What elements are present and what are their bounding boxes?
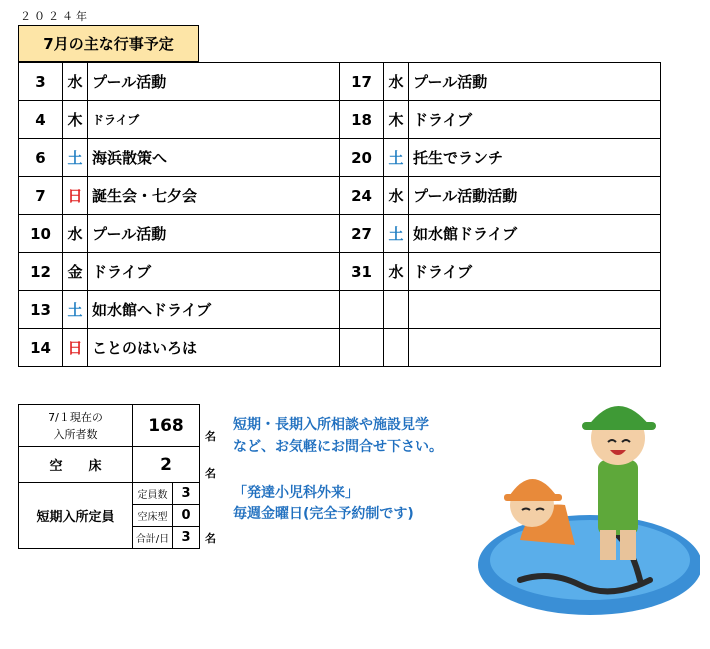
day-cell: 31	[340, 253, 384, 291]
day-cell: 14	[19, 329, 63, 367]
event-cell: プール活動活動	[409, 177, 661, 215]
event-cell: 誕生会・七夕会	[88, 177, 340, 215]
weekday-cell: 日	[63, 329, 88, 367]
event-cell: 托生でランチ	[409, 139, 661, 177]
standing-child-leg	[620, 530, 636, 560]
schedule-row	[19, 291, 661, 329]
current-residents-label: 7/１現在の 入所者数	[19, 405, 133, 447]
short-row-label: 定員数	[133, 483, 173, 505]
weekday-cell: 水	[384, 253, 409, 291]
weekday-cell: 水	[63, 63, 88, 101]
weekday-cell	[384, 291, 409, 329]
unit-label: 名	[205, 430, 216, 443]
event-cell: ドライブ	[88, 101, 340, 139]
current-residents-value: 168	[133, 405, 200, 447]
day-cell: 24	[340, 177, 384, 215]
day-cell: 17	[340, 63, 384, 101]
day-cell: 7	[19, 177, 63, 215]
unit-label: 名	[205, 532, 216, 545]
event-cell: ことのはいろは	[88, 329, 340, 367]
capacity-table	[18, 404, 200, 549]
event-cell: ドライブ	[409, 101, 661, 139]
event-cell: 如水館ドライブ	[409, 215, 661, 253]
standing-child-body	[598, 460, 638, 535]
short-row-value: 0	[173, 505, 200, 527]
weekday-cell: 水	[63, 215, 88, 253]
short-row-label: 空床型	[133, 505, 173, 527]
event-cell: ドライブ	[409, 253, 661, 291]
short-row-value: 3	[173, 527, 200, 549]
event-cell: 如水館へドライブ	[88, 291, 340, 329]
unit-label: 名	[205, 467, 216, 480]
notice-line: など、お気軽にお問合せ下さい。	[233, 439, 443, 455]
weekday-cell: 木	[63, 101, 88, 139]
schedule-row	[19, 101, 661, 139]
event-cell: 海浜散策へ	[88, 139, 340, 177]
short-term-label: 短期入所定員	[19, 483, 133, 549]
weekday-cell: 土	[384, 139, 409, 177]
event-cell	[409, 291, 661, 329]
day-cell: 6	[19, 139, 63, 177]
day-cell: 18	[340, 101, 384, 139]
schedule-table	[18, 62, 661, 367]
day-cell: 13	[19, 291, 63, 329]
weekday-cell	[384, 329, 409, 367]
schedule-row	[19, 177, 661, 215]
schedule-row	[19, 139, 661, 177]
weekday-cell: 土	[384, 215, 409, 253]
day-cell	[340, 329, 384, 367]
short-row-label: 合計/日	[133, 527, 173, 549]
schedule-row	[19, 253, 661, 291]
event-cell: プール活動	[409, 63, 661, 101]
day-cell: 27	[340, 215, 384, 253]
short-row-value: 3	[173, 483, 200, 505]
event-cell: プール活動	[88, 63, 340, 101]
vacancy-value: 2	[133, 447, 200, 483]
schedule-row	[19, 215, 661, 253]
weekday-cell: 金	[63, 253, 88, 291]
day-cell: 10	[19, 215, 63, 253]
weekday-cell: 土	[63, 139, 88, 177]
event-cell	[409, 329, 661, 367]
kneeling-child-cap-brim	[504, 494, 562, 501]
notice-line: 毎週金曜日(完全予約制です)	[233, 506, 414, 522]
day-cell	[340, 291, 384, 329]
day-cell: 4	[19, 101, 63, 139]
notice-line: 短期・長期入所相談や施設見学	[233, 417, 429, 433]
schedule-row	[19, 63, 661, 101]
year-label: ２０２４年	[20, 10, 90, 23]
weekday-cell: 日	[63, 177, 88, 215]
notice-line: 「発達小児科外来」	[233, 485, 359, 501]
schedule-row	[19, 329, 661, 367]
weekday-cell: 水	[384, 63, 409, 101]
standing-child-leg	[600, 530, 616, 560]
page-title: 7月の主な行事予定	[18, 25, 199, 62]
event-cell: ドライブ	[88, 253, 340, 291]
pool-children-illustration	[460, 380, 700, 630]
standing-child-cap-brim	[582, 422, 656, 430]
vacancy-label: 空 床	[19, 447, 133, 483]
day-cell: 12	[19, 253, 63, 291]
weekday-cell: 土	[63, 291, 88, 329]
day-cell: 20	[340, 139, 384, 177]
day-cell: 3	[19, 63, 63, 101]
event-cell: プール活動	[88, 215, 340, 253]
weekday-cell: 水	[384, 177, 409, 215]
weekday-cell: 木	[384, 101, 409, 139]
